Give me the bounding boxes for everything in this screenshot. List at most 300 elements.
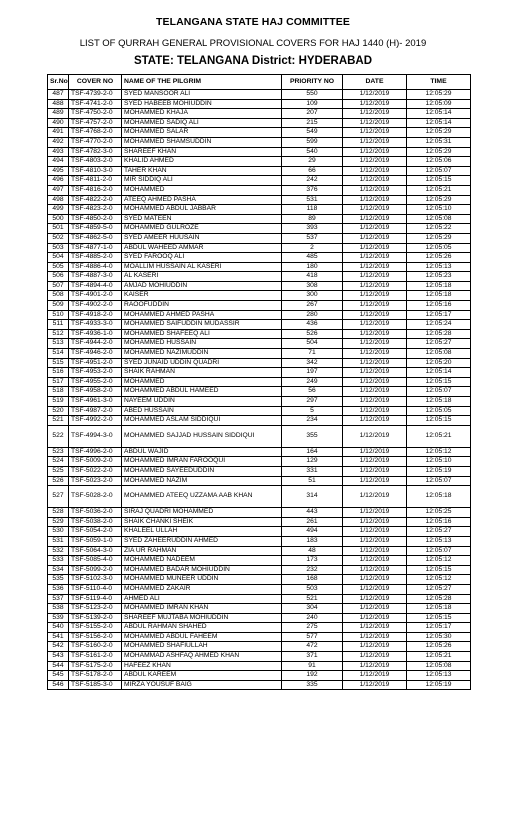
- sr-no-cell: 544: [48, 661, 69, 671]
- table-row: [48, 147, 471, 157]
- priority-no-cell: 331: [282, 466, 343, 476]
- pilgrim-name-cell: SHAREEF KHAN: [122, 147, 282, 157]
- date-cell: 1/12/2019: [343, 416, 407, 426]
- time-cell: 12:05:26: [407, 253, 471, 263]
- time-cell: 12:05:10: [407, 205, 471, 215]
- priority-no-cell: 29: [282, 157, 343, 167]
- table-row: [48, 604, 471, 614]
- time-cell: 12:05:24: [407, 320, 471, 330]
- cover-no-cell: TSF-4885-2-0: [69, 253, 122, 263]
- date-cell: 1/12/2019: [343, 632, 407, 642]
- table-row: [48, 243, 471, 253]
- sr-no-cell: 499: [48, 205, 69, 215]
- table-row: [48, 301, 471, 311]
- time-cell: 12:05:05: [407, 243, 471, 253]
- time-cell: 12:05:16: [407, 517, 471, 527]
- cover-no-cell: TSF-4750-2-0: [69, 109, 122, 119]
- cover-no-cell: TSF-5022-2-0: [69, 466, 122, 476]
- date-cell: 1/12/2019: [343, 527, 407, 537]
- table-row: [48, 584, 471, 594]
- date-cell: 1/12/2019: [343, 368, 407, 378]
- priority-no-cell: 304: [282, 604, 343, 614]
- cover-no-cell: TSF-5036-2-0: [69, 508, 122, 518]
- time-cell: 12:05:12: [407, 575, 471, 585]
- pilgrim-name-cell: MIR SIDDIQ ALI: [122, 176, 282, 186]
- time-cell: 12:05:15: [407, 613, 471, 623]
- date-cell: 1/12/2019: [343, 272, 407, 282]
- sr-no-cell: 507: [48, 281, 69, 291]
- time-cell: 12:05:09: [407, 99, 471, 109]
- table-row: [48, 233, 471, 243]
- priority-no-cell: 240: [282, 613, 343, 623]
- table-row: [48, 128, 471, 138]
- priority-no-cell: 393: [282, 224, 343, 234]
- date-cell: 1/12/2019: [343, 604, 407, 614]
- table-row: [48, 671, 471, 681]
- list-subtitle: LIST OF QURRAH GENERAL PROVISIONAL COVERS FOR HAJ 1440 (H)- 2019: [79, 38, 427, 49]
- date-cell: 1/12/2019: [343, 575, 407, 585]
- cover-no-cell: TSF-4886-4-0: [69, 262, 122, 272]
- table-row: [48, 517, 471, 527]
- table-row: [48, 623, 471, 633]
- time-cell: 12:05:27: [407, 527, 471, 537]
- pilgrim-name-cell: MOHAMMED SALAR: [122, 128, 282, 138]
- time-cell: 12:05:21: [407, 185, 471, 195]
- sr-no-cell: 515: [48, 358, 69, 368]
- sr-no-cell: 503: [48, 243, 69, 253]
- time-cell: 12:05:29: [407, 195, 471, 205]
- priority-no-cell: 599: [282, 137, 343, 147]
- time-cell: 12:05:23: [407, 272, 471, 282]
- pilgrim-name-cell: MOHAMMED BADAR MOHIUDDIN: [122, 565, 282, 575]
- sr-no-cell: 533: [48, 556, 69, 566]
- time-cell: 12:05:16: [407, 301, 471, 311]
- date-cell: 1/12/2019: [343, 147, 407, 157]
- column-header-time: TIME: [407, 75, 471, 90]
- pilgrim-name-cell: MOHAMMED GULROZE: [122, 224, 282, 234]
- sr-no-cell: 520: [48, 406, 69, 416]
- time-cell: 12:05:18: [407, 604, 471, 614]
- pilgrim-name-cell: AHMED ALI: [122, 594, 282, 604]
- priority-no-cell: 5: [282, 406, 343, 416]
- date-cell: 1/12/2019: [343, 476, 407, 486]
- sr-no-cell: 541: [48, 632, 69, 642]
- priority-no-cell: 192: [282, 671, 343, 681]
- table-row: [48, 99, 471, 109]
- column-header-srno: Sr.No: [48, 75, 69, 90]
- date-cell: 1/12/2019: [343, 652, 407, 662]
- date-cell: 1/12/2019: [343, 565, 407, 575]
- time-cell: 12:05:18: [407, 291, 471, 301]
- date-cell: 1/12/2019: [343, 253, 407, 263]
- pilgrim-name-cell: NAYEEM UDDIN: [122, 397, 282, 407]
- table-row: [48, 272, 471, 282]
- time-cell: 12:05:07: [407, 546, 471, 556]
- pilgrim-name-cell: MOHAMMED SHAMSUDDIN: [122, 137, 282, 147]
- sr-no-cell: 496: [48, 176, 69, 186]
- priority-no-cell: 521: [282, 594, 343, 604]
- table-row: [48, 166, 471, 176]
- sr-no-cell: 510: [48, 310, 69, 320]
- cover-no-cell: TSF-4741-2-0: [69, 99, 122, 109]
- time-cell: 12:05:18: [407, 281, 471, 291]
- priority-no-cell: 207: [282, 109, 343, 119]
- priority-no-cell: 168: [282, 575, 343, 585]
- table-row: [48, 90, 471, 100]
- table-body: [48, 90, 471, 690]
- priority-no-cell: 91: [282, 661, 343, 671]
- priority-no-cell: 109: [282, 99, 343, 109]
- column-header-cover-no: COVER NO: [69, 75, 122, 90]
- cover-no-cell: TSF-5161-2-0: [69, 652, 122, 662]
- pilgrim-name-cell: SYED HABEEB MOHIUDDIN: [122, 99, 282, 109]
- date-cell: 1/12/2019: [343, 642, 407, 652]
- cover-no-cell: TSF-5123-2-0: [69, 604, 122, 614]
- date-cell: 1/12/2019: [343, 329, 407, 339]
- pilgrim-name-cell: KAISER: [122, 291, 282, 301]
- time-cell: 12:05:06: [407, 157, 471, 167]
- table-row: [48, 680, 471, 690]
- cover-no-cell: TSF-4933-3-0: [69, 320, 122, 330]
- time-cell: 12:05:31: [407, 137, 471, 147]
- sr-no-cell: 537: [48, 594, 69, 604]
- date-cell: 1/12/2019: [343, 90, 407, 100]
- pilgrim-name-cell: MOHAMMED: [122, 185, 282, 195]
- priority-no-cell: 242: [282, 176, 343, 186]
- sr-no-cell: 529: [48, 517, 69, 527]
- date-cell: 1/12/2019: [343, 349, 407, 359]
- pilgrim-name-cell: AL KASERI: [122, 272, 282, 282]
- sr-no-cell: 522: [48, 425, 69, 447]
- table-row: [48, 416, 471, 426]
- cover-no-cell: TSF-4953-2-0: [69, 368, 122, 378]
- priority-no-cell: 48: [282, 546, 343, 556]
- priority-no-cell: 503: [282, 584, 343, 594]
- priority-no-cell: 173: [282, 556, 343, 566]
- pilgrim-name-cell: SYED AMEER HUUSAIN: [122, 233, 282, 243]
- pilgrim-name-cell: MOHAMMED SAYEEDUDDIN: [122, 466, 282, 476]
- pilgrim-name-cell: MOHAMMED ASLAM SIDDIQUI: [122, 416, 282, 426]
- priority-no-cell: 472: [282, 642, 343, 652]
- table-row: [48, 476, 471, 486]
- cover-no-cell: TSF-5175-2-0: [69, 661, 122, 671]
- cover-no-cell: TSF-4894-4-0: [69, 281, 122, 291]
- time-cell: 12:05:15: [407, 565, 471, 575]
- date-cell: 1/12/2019: [343, 517, 407, 527]
- priority-no-cell: 376: [282, 185, 343, 195]
- sr-no-cell: 516: [48, 368, 69, 378]
- date-cell: 1/12/2019: [343, 671, 407, 681]
- date-cell: 1/12/2019: [343, 224, 407, 234]
- date-cell: 1/12/2019: [343, 320, 407, 330]
- time-cell: 12:05:05: [407, 406, 471, 416]
- time-cell: 12:05:07: [407, 166, 471, 176]
- table-row: [48, 387, 471, 397]
- time-cell: 12:05:29: [407, 233, 471, 243]
- date-cell: 1/12/2019: [343, 233, 407, 243]
- pilgrim-name-cell: ATEEQ AHMED PASHA: [122, 195, 282, 205]
- pilgrim-name-cell: KHALEEL ULLAH: [122, 527, 282, 537]
- time-cell: 12:05:12: [407, 447, 471, 457]
- sr-no-cell: 524: [48, 457, 69, 467]
- pilgrim-name-cell: SYED JUNAID UDDIN QUADRI: [122, 358, 282, 368]
- pilgrim-name-cell: MOHAMMED: [122, 377, 282, 387]
- cover-no-cell: TSF-5099-2-0: [69, 565, 122, 575]
- time-cell: 12:05:29: [407, 147, 471, 157]
- table-header-row: [48, 75, 471, 90]
- cover-no-cell: TSF-5054-2-0: [69, 527, 122, 537]
- priority-no-cell: 443: [282, 508, 343, 518]
- column-header-date: DATE: [343, 75, 407, 90]
- cover-no-cell: TSF-4961-3-0: [69, 397, 122, 407]
- cover-no-cell: TSF-4859-5-0: [69, 224, 122, 234]
- pilgrim-name-cell: MOHAMMED SAJJAD HUSSAIN SIDDIQUI: [122, 425, 282, 447]
- sr-no-cell: 511: [48, 320, 69, 330]
- pilgrim-name-cell: SYED MATEEN: [122, 214, 282, 224]
- pilgrim-name-cell: MIRZA YOUSUF BAIG: [122, 680, 282, 690]
- pilgrim-name-cell: HAFEEZ KHAN: [122, 661, 282, 671]
- pilgrim-name-cell: MOHAMMED SHAFEEQ ALI: [122, 329, 282, 339]
- date-cell: 1/12/2019: [343, 157, 407, 167]
- table-row: [48, 447, 471, 457]
- priority-no-cell: 232: [282, 565, 343, 575]
- sr-no-cell: 497: [48, 185, 69, 195]
- date-cell: 1/12/2019: [343, 281, 407, 291]
- time-cell: 12:05:18: [407, 397, 471, 407]
- table-row: [48, 253, 471, 263]
- sr-no-cell: 540: [48, 623, 69, 633]
- cover-no-cell: TSF-4946-2-0: [69, 349, 122, 359]
- sr-no-cell: 528: [48, 508, 69, 518]
- sr-no-cell: 531: [48, 536, 69, 546]
- date-cell: 1/12/2019: [343, 536, 407, 546]
- cover-no-cell: TSF-4803-2-0: [69, 157, 122, 167]
- time-cell: 12:05:14: [407, 109, 471, 119]
- cover-no-cell: TSF-5085-4-0: [69, 556, 122, 566]
- priority-no-cell: 2: [282, 243, 343, 253]
- priority-no-cell: 180: [282, 262, 343, 272]
- pilgrim-name-cell: MOHAMMED ABDUL FAHEEM: [122, 632, 282, 642]
- sr-no-cell: 498: [48, 195, 69, 205]
- pilgrim-name-cell: ABDUL WAJID: [122, 447, 282, 457]
- date-cell: 1/12/2019: [343, 406, 407, 416]
- date-cell: 1/12/2019: [343, 109, 407, 119]
- sr-no-cell: 494: [48, 157, 69, 167]
- pilgrim-name-cell: MOHAMMED ABDUL HAMEED: [122, 387, 282, 397]
- pilgrim-name-cell: ZIA UR RAHMAN: [122, 546, 282, 556]
- table-row: [48, 613, 471, 623]
- time-cell: 12:05:19: [407, 466, 471, 476]
- time-cell: 12:05:20: [407, 358, 471, 368]
- sr-no-cell: 514: [48, 349, 69, 359]
- time-cell: 12:05:08: [407, 661, 471, 671]
- table-row: [48, 632, 471, 642]
- time-cell: 12:05:28: [407, 594, 471, 604]
- cover-no-cell: TSF-5064-3-0: [69, 546, 122, 556]
- cover-no-cell: TSF-4739-2-0: [69, 90, 122, 100]
- column-header-name: NAME OF THE PILGRIM: [122, 75, 282, 90]
- sr-no-cell: 539: [48, 613, 69, 623]
- sr-no-cell: 543: [48, 652, 69, 662]
- sr-no-cell: 506: [48, 272, 69, 282]
- pilgrim-name-cell: ABDUL KAREEM: [122, 671, 282, 681]
- date-cell: 1/12/2019: [343, 623, 407, 633]
- priority-no-cell: 526: [282, 329, 343, 339]
- date-cell: 1/12/2019: [343, 508, 407, 518]
- cover-no-cell: TSF-4936-1-0: [69, 329, 122, 339]
- table-row: [48, 486, 471, 508]
- cover-no-cell: TSF-4958-2-0: [69, 387, 122, 397]
- sr-no-cell: 521: [48, 416, 69, 426]
- priority-no-cell: 51: [282, 476, 343, 486]
- sr-no-cell: 527: [48, 486, 69, 508]
- date-cell: 1/12/2019: [343, 185, 407, 195]
- time-cell: 12:05:27: [407, 339, 471, 349]
- priority-no-cell: 371: [282, 652, 343, 662]
- priority-no-cell: 118: [282, 205, 343, 215]
- cover-no-cell: TSF-5102-3-0: [69, 575, 122, 585]
- sr-no-cell: 490: [48, 118, 69, 128]
- table-row: [48, 368, 471, 378]
- priority-no-cell: 129: [282, 457, 343, 467]
- table-row: [48, 536, 471, 546]
- table-row: [48, 652, 471, 662]
- time-cell: 12:05:14: [407, 118, 471, 128]
- cover-no-cell: TSF-5110-4-0: [69, 584, 122, 594]
- pilgrim-name-cell: MOHAMMED IMRAN FAROOQUI: [122, 457, 282, 467]
- date-cell: 1/12/2019: [343, 546, 407, 556]
- sr-no-cell: 542: [48, 642, 69, 652]
- sr-no-cell: 495: [48, 166, 69, 176]
- time-cell: 12:05:21: [407, 425, 471, 447]
- sr-no-cell: 534: [48, 565, 69, 575]
- time-cell: 12:05:15: [407, 416, 471, 426]
- priority-no-cell: 531: [282, 195, 343, 205]
- time-cell: 12:05:07: [407, 387, 471, 397]
- priority-no-cell: 335: [282, 680, 343, 690]
- cover-no-cell: TSF-4823-2-0: [69, 205, 122, 215]
- priority-no-cell: 215: [282, 118, 343, 128]
- table-row: [48, 642, 471, 652]
- pilgrim-name-cell: ABED HUSSAIN: [122, 406, 282, 416]
- date-cell: 1/12/2019: [343, 661, 407, 671]
- date-cell: 1/12/2019: [343, 613, 407, 623]
- pilgrim-name-cell: SYED FAROOQ ALI: [122, 253, 282, 263]
- pilgrim-name-cell: SHAREEF MUJTABA MOHIUDDIN: [122, 613, 282, 623]
- time-cell: 12:05:22: [407, 224, 471, 234]
- priority-no-cell: 71: [282, 349, 343, 359]
- sr-no-cell: 519: [48, 397, 69, 407]
- table-row: [48, 291, 471, 301]
- time-cell: 12:05:27: [407, 584, 471, 594]
- pilgrim-name-cell: SHAIK RAHMAN: [122, 368, 282, 378]
- sr-no-cell: 546: [48, 680, 69, 690]
- pilgrim-name-cell: MOHAMMED ZAKAIR: [122, 584, 282, 594]
- cover-no-cell: TSF-4877-1-0: [69, 243, 122, 253]
- priority-no-cell: 234: [282, 416, 343, 426]
- pilgrim-name-cell: MOALLIM HUSSAIN AL KASERI: [122, 262, 282, 272]
- date-cell: 1/12/2019: [343, 99, 407, 109]
- table-row: [48, 594, 471, 604]
- pilgrim-name-cell: MOHAMMED SHAFIULLAH: [122, 642, 282, 652]
- time-cell: 12:05:17: [407, 310, 471, 320]
- date-cell: 1/12/2019: [343, 214, 407, 224]
- date-cell: 1/12/2019: [343, 397, 407, 407]
- time-cell: 12:05:08: [407, 349, 471, 359]
- time-cell: 12:05:08: [407, 214, 471, 224]
- cover-no-cell: TSF-4996-2-0: [69, 447, 122, 457]
- table-row: [48, 457, 471, 467]
- cover-no-cell: TSF-4918-2-0: [69, 310, 122, 320]
- cover-no-cell: TSF-5009-2-0: [69, 457, 122, 467]
- cover-no-cell: TSF-5028-2-0: [69, 486, 122, 508]
- priority-no-cell: 267: [282, 301, 343, 311]
- table-row: [48, 118, 471, 128]
- cover-no-cell: TSF-4770-2-0: [69, 137, 122, 147]
- date-cell: 1/12/2019: [343, 425, 407, 447]
- date-cell: 1/12/2019: [343, 262, 407, 272]
- pilgrim-name-cell: RAOOFUDDIN: [122, 301, 282, 311]
- time-cell: 12:05:26: [407, 642, 471, 652]
- table-row: [48, 214, 471, 224]
- table-row: [48, 224, 471, 234]
- date-cell: 1/12/2019: [343, 584, 407, 594]
- pilgrim-name-cell: ABDUL RAHMAN SHAHED: [122, 623, 282, 633]
- priority-no-cell: 504: [282, 339, 343, 349]
- date-cell: 1/12/2019: [343, 680, 407, 690]
- date-cell: 1/12/2019: [343, 594, 407, 604]
- column-header-priority: PRIORITY NO: [282, 75, 343, 90]
- sr-no-cell: 505: [48, 262, 69, 272]
- sr-no-cell: 518: [48, 387, 69, 397]
- table-row: [48, 425, 471, 447]
- time-cell: 12:05:14: [407, 368, 471, 378]
- pilgrim-name-cell: MOHAMMED SADIQ ALI: [122, 118, 282, 128]
- priority-no-cell: 577: [282, 632, 343, 642]
- table-row: [48, 466, 471, 476]
- date-cell: 1/12/2019: [343, 466, 407, 476]
- time-cell: 12:05:07: [407, 476, 471, 486]
- cover-no-cell: TSF-5038-2-0: [69, 517, 122, 527]
- sr-no-cell: 488: [48, 99, 69, 109]
- table-row: [48, 565, 471, 575]
- cover-no-cell: TSF-4862-5-0: [69, 233, 122, 243]
- pilgrim-name-cell: MOHAMMED MUNEER UDDIN: [122, 575, 282, 585]
- cover-no-cell: TSF-4810-3-0: [69, 166, 122, 176]
- pilgrim-name-cell: AMJAD MOHIUDDIN: [122, 281, 282, 291]
- priority-no-cell: 66: [282, 166, 343, 176]
- date-cell: 1/12/2019: [343, 128, 407, 138]
- table-row: [48, 575, 471, 585]
- cover-no-cell: TSF-4822-2-0: [69, 195, 122, 205]
- date-cell: 1/12/2019: [343, 137, 407, 147]
- time-cell: 12:05:17: [407, 623, 471, 633]
- table-row: [48, 185, 471, 195]
- state-district-line: STATE: TELANGANA District: HYDERABAD: [133, 55, 373, 67]
- sr-no-cell: 492: [48, 137, 69, 147]
- cover-no-cell: TSF-5156-2-0: [69, 632, 122, 642]
- pilgrim-table: [47, 74, 471, 690]
- date-cell: 1/12/2019: [343, 377, 407, 387]
- sr-no-cell: 493: [48, 147, 69, 157]
- date-cell: 1/12/2019: [343, 176, 407, 186]
- date-cell: 1/12/2019: [343, 118, 407, 128]
- time-cell: 12:05:13: [407, 671, 471, 681]
- date-cell: 1/12/2019: [343, 486, 407, 508]
- cover-no-cell: TSF-4992-2-0: [69, 416, 122, 426]
- pilgrim-name-cell: MOHAMMED NAZIM: [122, 476, 282, 486]
- priority-no-cell: 297: [282, 397, 343, 407]
